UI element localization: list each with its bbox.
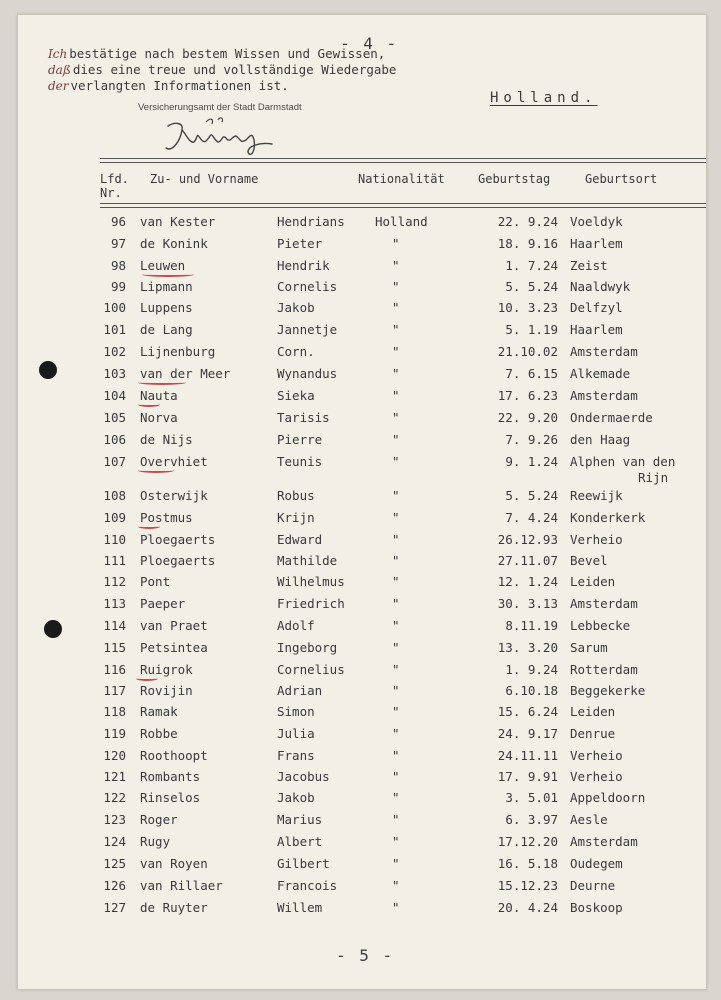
birth-place: Reewijk xyxy=(570,488,623,503)
surname: Leuwen xyxy=(140,258,186,273)
surname: Pont xyxy=(140,574,171,589)
table-row xyxy=(0,410,721,432)
row-number: 105 xyxy=(103,410,126,425)
birth-date: 17. 9.91 xyxy=(497,769,558,784)
first-name: Jacobus xyxy=(277,769,330,784)
nationality: " xyxy=(392,748,400,763)
row-number: 115 xyxy=(103,640,126,655)
nationality: " xyxy=(392,900,400,915)
handwritten-signature xyxy=(160,112,290,160)
table-row xyxy=(0,236,721,258)
row-number: 126 xyxy=(103,878,126,893)
table-row xyxy=(0,553,721,575)
surname: Norva xyxy=(140,410,178,425)
row-number: 114 xyxy=(103,618,126,633)
row-number: 121 xyxy=(103,769,126,784)
birth-place-continued: Rijn xyxy=(638,470,669,485)
birth-place: Beggekerke xyxy=(570,683,646,698)
table-row xyxy=(0,214,721,236)
nationality: " xyxy=(392,553,400,568)
birth-place: Voeldyk xyxy=(570,214,623,229)
birth-date: 26.12.93 xyxy=(497,532,558,547)
table-row xyxy=(0,878,721,900)
first-name: Teunis xyxy=(277,454,323,469)
certification-block xyxy=(48,46,396,94)
table-row xyxy=(0,258,721,280)
table-row xyxy=(0,366,721,388)
first-name: Julia xyxy=(277,726,315,741)
surname: van der Meer xyxy=(140,366,231,381)
nationality: " xyxy=(392,856,400,871)
birth-place: Zeist xyxy=(570,258,608,273)
header-nationality: Nationalität xyxy=(358,172,445,186)
surname: Rombants xyxy=(140,769,201,784)
row-number: 124 xyxy=(103,834,126,849)
table-row xyxy=(0,769,721,791)
red-pencil-underline xyxy=(138,380,186,385)
row-number: 125 xyxy=(103,856,126,871)
birth-place: Boskoop xyxy=(570,900,623,915)
first-name: Cornelius xyxy=(277,662,345,677)
surname: de Konink xyxy=(140,236,208,251)
surname: Osterwijk xyxy=(140,488,208,503)
handwritten-word: Ich xyxy=(48,47,68,61)
header-birthplace: Geburtsort xyxy=(585,172,658,186)
country-heading: Holland. xyxy=(490,90,598,106)
birth-date: 27.11.07 xyxy=(497,553,558,568)
row-number: 98 xyxy=(110,258,126,273)
surname: van Rillaer xyxy=(140,878,223,893)
red-pencil-underline xyxy=(138,524,160,529)
header-lfd: Lfd. Nr. xyxy=(100,172,129,200)
surname: Ramak xyxy=(140,704,178,719)
table-row xyxy=(0,640,721,662)
row-number: 113 xyxy=(103,596,126,611)
birth-date: 16. 5.18 xyxy=(497,856,558,871)
surname: de Nijs xyxy=(140,432,193,447)
red-pencil-underline xyxy=(142,272,194,277)
row-number: 119 xyxy=(103,726,126,741)
row-number: 112 xyxy=(103,574,126,589)
surname: Petsintea xyxy=(140,640,208,655)
table-row xyxy=(0,790,721,812)
nationality: " xyxy=(392,258,400,273)
nationality: " xyxy=(392,510,400,525)
first-name: Frans xyxy=(277,748,315,763)
birth-date: 3. 5.01 xyxy=(505,790,558,805)
divider xyxy=(100,203,706,204)
birth-date: 22. 9.20 xyxy=(497,410,558,425)
birth-date: 24. 9.17 xyxy=(497,726,558,741)
nationality: " xyxy=(392,596,400,611)
birth-place: Lebbecke xyxy=(570,618,631,633)
nationality: " xyxy=(392,488,400,503)
first-name: Corn. xyxy=(277,344,315,359)
birth-place: Delfzyl xyxy=(570,300,623,315)
nationality: " xyxy=(392,683,400,698)
table-row xyxy=(0,748,721,770)
row-number: 123 xyxy=(103,812,126,827)
nationality: " xyxy=(392,388,400,403)
nationality: " xyxy=(392,432,400,447)
birth-place: Ondermaerde xyxy=(570,410,653,425)
first-name: Cornelis xyxy=(277,279,338,294)
surname: Paeper xyxy=(140,596,186,611)
certification-line: verlangten Informationen ist. xyxy=(70,78,289,93)
row-number: 102 xyxy=(103,344,126,359)
table-row xyxy=(0,856,721,878)
table-row xyxy=(0,300,721,322)
birth-date: 5. 5.24 xyxy=(505,488,558,503)
table-row xyxy=(0,510,721,532)
first-name: Jakob xyxy=(277,790,315,805)
birth-date: 7. 6.15 xyxy=(505,366,558,381)
certification-line: bestätige nach bestem Wissen und Gewissen, xyxy=(69,46,386,61)
surname: Lijnenburg xyxy=(140,344,216,359)
table-row xyxy=(0,488,721,510)
first-name: Edward xyxy=(277,532,323,547)
birth-date: 21.10.02 xyxy=(497,344,558,359)
row-number: 110 xyxy=(103,532,126,547)
birth-date: 5. 1.19 xyxy=(505,322,558,337)
row-number: 101 xyxy=(103,322,126,337)
first-name: Wynandus xyxy=(277,366,338,381)
birth-place: Konderkerk xyxy=(570,510,646,525)
birth-place: Verheio xyxy=(570,748,623,763)
row-number: 109 xyxy=(103,510,126,525)
page-number-bottom: - 5 - xyxy=(336,946,395,965)
birth-place: Amsterdam xyxy=(570,344,638,359)
header-birthdate: Geburtstag xyxy=(478,172,551,186)
table-row xyxy=(0,532,721,554)
birth-place: Appeldoorn xyxy=(570,790,646,805)
nationality: " xyxy=(392,236,400,251)
table-row xyxy=(0,279,721,301)
surname: de Lang xyxy=(140,322,193,337)
birth-place: Deurne xyxy=(570,878,616,893)
surname: Ruigrok xyxy=(140,662,193,677)
birth-place: Amsterdam xyxy=(570,388,638,403)
first-name: Marius xyxy=(277,812,323,827)
table-row xyxy=(0,432,721,454)
birth-place: Rotterdam xyxy=(570,662,638,677)
birth-place: Verheio xyxy=(570,532,623,547)
row-number: 118 xyxy=(103,704,126,719)
nationality: " xyxy=(392,812,400,827)
birth-date: 10. 3.23 xyxy=(497,300,558,315)
nationality: " xyxy=(392,366,400,381)
row-number: 100 xyxy=(103,300,126,315)
red-pencil-underline xyxy=(138,468,174,473)
row-number: 108 xyxy=(103,488,126,503)
page-number-top: - 4 - xyxy=(340,34,399,53)
surname: Robbe xyxy=(140,726,178,741)
handwritten-word: daß xyxy=(48,63,71,77)
birth-date: 1. 7.24 xyxy=(505,258,558,273)
handwritten-word: der xyxy=(48,79,69,93)
surname: Nauta xyxy=(140,388,178,403)
first-name: Krijn xyxy=(277,510,315,525)
birth-date: 7. 4.24 xyxy=(505,510,558,525)
nationality: " xyxy=(392,454,400,469)
birth-place: Denrue xyxy=(570,726,616,741)
surname: de Ruyter xyxy=(140,900,208,915)
birth-date: 24.11.11 xyxy=(497,748,558,763)
row-number: 104 xyxy=(103,388,126,403)
first-name: Tarisis xyxy=(277,410,330,425)
nationality: Holland xyxy=(375,214,428,229)
birth-date: 6. 3.97 xyxy=(505,812,558,827)
nationality: " xyxy=(392,769,400,784)
surname: Ploegaerts xyxy=(140,553,216,568)
office-stamp: Versicherungsamt der Stadt Darmstadt xyxy=(138,102,302,113)
first-name: Sieka xyxy=(277,388,315,403)
table-row xyxy=(0,322,721,344)
first-name: Hendrians xyxy=(277,214,345,229)
birth-place: Amsterdam xyxy=(570,834,638,849)
table-row xyxy=(0,618,721,640)
nationality: " xyxy=(392,574,400,589)
birth-date: 18. 9.16 xyxy=(497,236,558,251)
surname: van Royen xyxy=(140,856,208,871)
row-number: 111 xyxy=(103,553,126,568)
birth-date: 17. 6.23 xyxy=(497,388,558,403)
birth-date: 12. 1.24 xyxy=(497,574,558,589)
row-number: 97 xyxy=(110,236,126,251)
divider xyxy=(100,207,706,208)
table-row xyxy=(0,344,721,366)
nationality: " xyxy=(392,878,400,893)
birth-place: Naaldwyk xyxy=(570,279,631,294)
table-row xyxy=(0,726,721,748)
nationality: " xyxy=(392,322,400,337)
nationality: " xyxy=(392,300,400,315)
first-name: Pieter xyxy=(277,236,323,251)
divider xyxy=(100,158,706,159)
table-row xyxy=(0,662,721,684)
birth-place: Oudegem xyxy=(570,856,623,871)
nationality: " xyxy=(392,834,400,849)
surname: Overvhiet xyxy=(140,454,208,469)
surname: van Praet xyxy=(140,618,208,633)
surname: Rovijin xyxy=(140,683,193,698)
first-name: Pierre xyxy=(277,432,323,447)
first-name: Hendrik xyxy=(277,258,330,273)
nationality: " xyxy=(392,618,400,633)
first-name: Jakob xyxy=(277,300,315,315)
certification-line: dies eine treue und vollständige Wiedergabe xyxy=(72,62,397,77)
first-name: Simon xyxy=(277,704,315,719)
table-row xyxy=(0,834,721,856)
first-name: Adrian xyxy=(277,683,323,698)
surname: Rinselos xyxy=(140,790,201,805)
first-name: Mathilde xyxy=(277,553,338,568)
birth-date: 5. 5.24 xyxy=(505,279,558,294)
birth-place: Haarlem xyxy=(570,236,623,251)
nationality: " xyxy=(392,640,400,655)
birth-date: 1. 9.24 xyxy=(505,662,558,677)
first-name: Francois xyxy=(277,878,338,893)
nationality: " xyxy=(392,662,400,677)
birth-place: den Haag xyxy=(570,432,631,447)
surname: Luppens xyxy=(140,300,193,315)
birth-place: Sarum xyxy=(570,640,608,655)
row-number: 103 xyxy=(103,366,126,381)
first-name: Ingeborg xyxy=(277,640,338,655)
nationality: " xyxy=(392,344,400,359)
row-number: 122 xyxy=(103,790,126,805)
birth-date: 17.12.20 xyxy=(497,834,558,849)
birth-date: 15.12.23 xyxy=(497,878,558,893)
row-number: 120 xyxy=(103,748,126,763)
nationality: " xyxy=(392,410,400,425)
birth-place: Amsterdam xyxy=(570,596,638,611)
first-name: Friedrich xyxy=(277,596,345,611)
surname: Roger xyxy=(140,812,178,827)
birth-date: 30. 3.13 xyxy=(497,596,558,611)
row-number: 99 xyxy=(110,279,126,294)
header-name: Zu- und Vorname xyxy=(150,172,259,186)
birth-place: Verheio xyxy=(570,769,623,784)
birth-date: 9. 1.24 xyxy=(505,454,558,469)
nationality: " xyxy=(392,726,400,741)
surname: Lipmann xyxy=(140,279,193,294)
birth-place: Haarlem xyxy=(570,322,623,337)
table-row xyxy=(0,900,721,922)
red-pencil-underline xyxy=(138,402,160,407)
first-name: Adolf xyxy=(277,618,315,633)
row-number: 106 xyxy=(103,432,126,447)
surname: Ploegaerts xyxy=(140,532,216,547)
birth-place: Bevel xyxy=(570,553,608,568)
first-name: Wilhelmus xyxy=(277,574,345,589)
divider xyxy=(100,162,706,163)
birth-date: 20. 4.24 xyxy=(497,900,558,915)
nationality: " xyxy=(392,532,400,547)
nationality: " xyxy=(392,279,400,294)
row-number: 96 xyxy=(110,214,126,229)
red-pencil-underline xyxy=(136,676,158,681)
table-row xyxy=(0,388,721,410)
surname: van Kester xyxy=(140,214,216,229)
birth-date: 7. 9.26 xyxy=(505,432,558,447)
birth-place: Leiden xyxy=(570,574,616,589)
row-number: 117 xyxy=(103,683,126,698)
birth-place: Alphen van den xyxy=(570,454,676,469)
table-row xyxy=(0,683,721,705)
table-row xyxy=(0,812,721,834)
nationality: " xyxy=(392,704,400,719)
birth-date: 15. 6.24 xyxy=(497,704,558,719)
nationality: " xyxy=(392,790,400,805)
first-name: Willem xyxy=(277,900,323,915)
birth-place: Alkemade xyxy=(570,366,631,381)
birth-date: 8.11.19 xyxy=(505,618,558,633)
table-row xyxy=(0,704,721,726)
birth-date: 13. 3.20 xyxy=(497,640,558,655)
table-row xyxy=(0,596,721,618)
row-number: 107 xyxy=(103,454,126,469)
table-row xyxy=(0,574,721,596)
surname: Postmus xyxy=(140,510,193,525)
surname: Rugy xyxy=(140,834,171,849)
first-name: Gilbert xyxy=(277,856,330,871)
table-row xyxy=(0,454,721,485)
birth-place: Aesle xyxy=(570,812,608,827)
row-number: 116 xyxy=(103,662,126,677)
first-name: Robus xyxy=(277,488,315,503)
birth-date: 6.10.18 xyxy=(505,683,558,698)
row-number: 127 xyxy=(103,900,126,915)
first-name: Albert xyxy=(277,834,323,849)
first-name: Jannetje xyxy=(277,322,338,337)
birth-date: 22. 9.24 xyxy=(497,214,558,229)
birth-place: Leiden xyxy=(570,704,616,719)
surname: Roothoopt xyxy=(140,748,208,763)
